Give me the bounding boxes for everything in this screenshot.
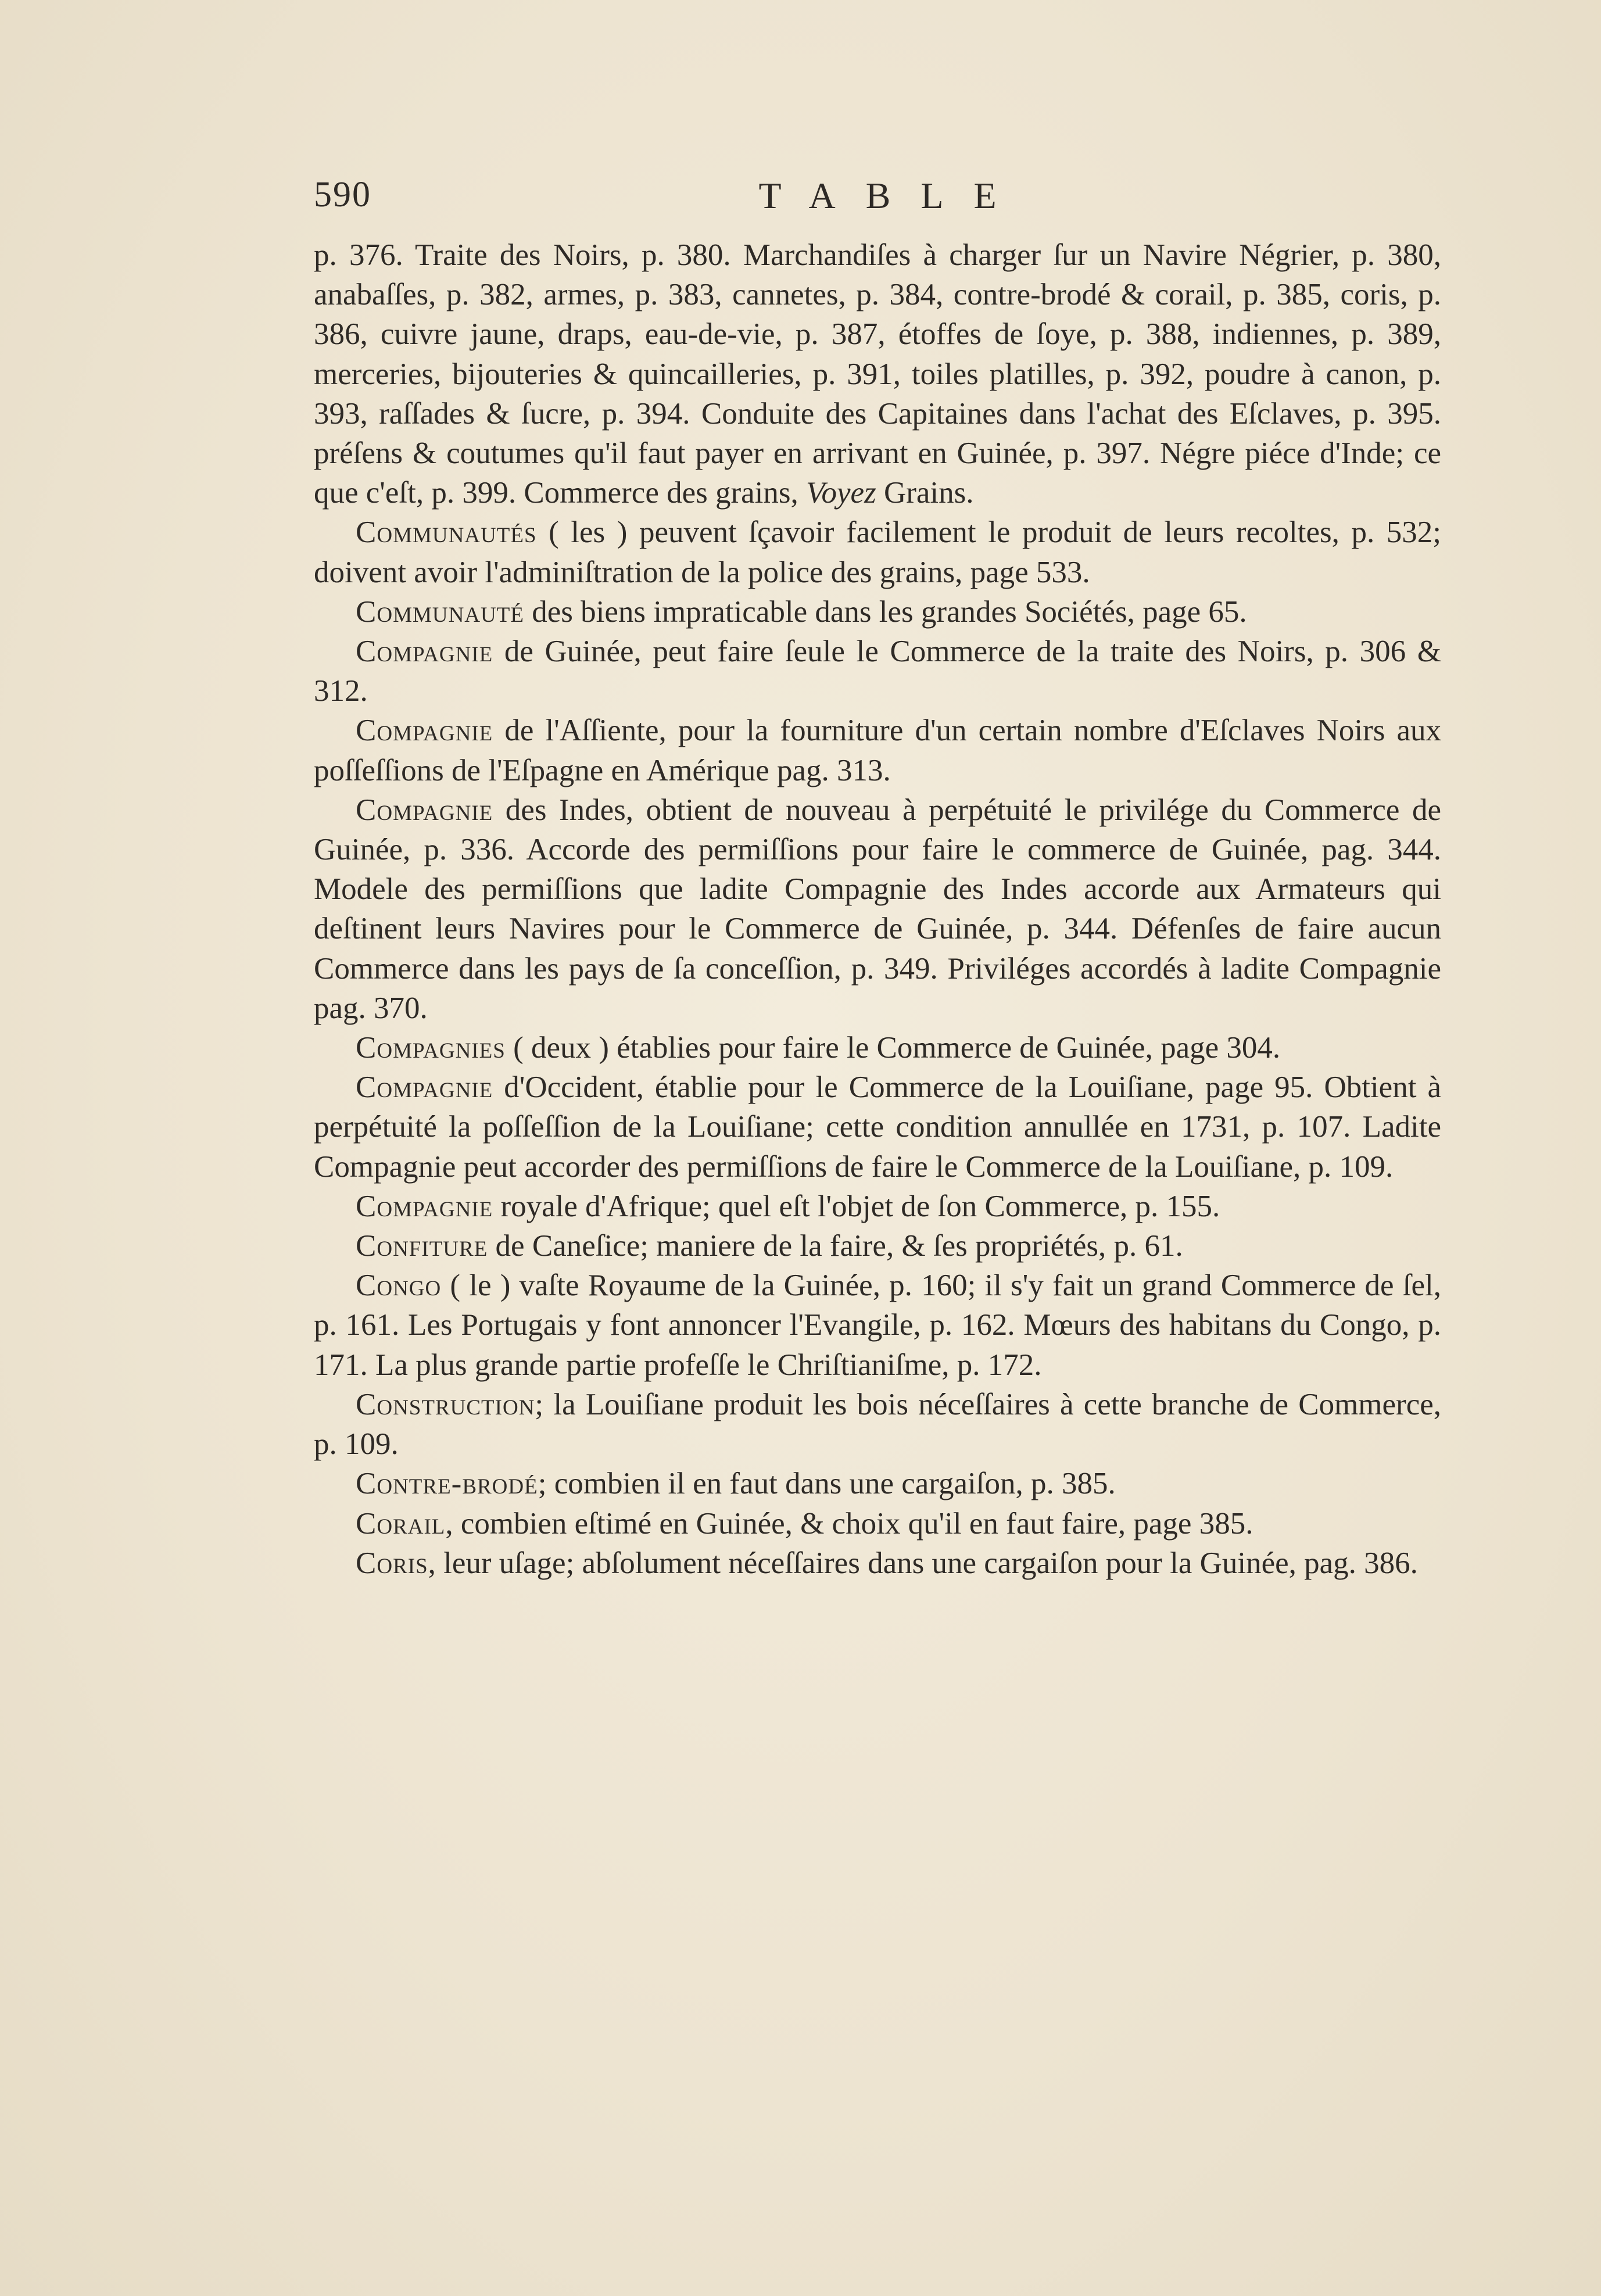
entry-term: Compagnie xyxy=(356,793,493,827)
entry-term: Corail xyxy=(356,1506,446,1541)
entry-term: Communautés xyxy=(356,515,537,550)
entry-text: d'Occident, établie pour le Commerce de la Louiſiane, page 95. Obtient à perpétuité la poſſeſſion de la Louiſiane; cette condition annullée en 1731, p. 107. Ladite Compagnie peut accorder des permiſſions de faire le Commerce de la Louiſiane, p. 109. xyxy=(314,1070,1441,1184)
entry-term: Compagnie xyxy=(356,714,493,748)
entry-text: de Guinée, peut faire ſeule le Commerce de la traite des Noirs, p. 306 & 312. xyxy=(314,635,1441,708)
entry-term: Communauté xyxy=(356,594,524,629)
index-entry xyxy=(314,1187,1441,1226)
index-entries xyxy=(314,235,1441,1583)
entry-term: Contre-brodé xyxy=(356,1467,538,1501)
entry-term: Compagnie xyxy=(356,635,493,669)
index-entry xyxy=(314,1068,1441,1187)
index-entry xyxy=(314,1266,1441,1385)
index-entry xyxy=(314,1543,1441,1583)
index-entry xyxy=(314,790,1441,1028)
entry-term: Coris xyxy=(356,1546,428,1580)
entry-term: Compagnie xyxy=(356,1189,493,1223)
index-entry xyxy=(314,1464,1441,1503)
entry-term: Compagnie xyxy=(356,1070,493,1105)
entry-term: Compagnies xyxy=(356,1031,506,1065)
entry-text: , combien eſtimé en Guinée, & choix qu'il en faut faire, page 385. xyxy=(445,1506,1253,1541)
index-entry xyxy=(314,592,1441,632)
entry-text: de Caneſice; maniere de la faire, & ſes propriétés, p. 61. xyxy=(488,1229,1183,1263)
entry-text: ( le ) vaſte Royaume de la Guinée, p. 160; il s'y fait un grand Commerce de ſel, p. 161. Les Portugais y font annoncer l'Evangile, p. 162. Mœurs des habitans du Congo, p. 171. La plus grande partie profeſſe le Chriſtianiſme, p. 172. xyxy=(314,1269,1441,1382)
entry-text: ( deux ) établies pour faire le Commerce de Guinée, page 304. xyxy=(505,1031,1281,1065)
entry-term: Construction xyxy=(356,1387,535,1421)
entry-text: ( les ) peuvent ſçavoir facilement le produit de leurs recoltes, p. 532; doivent avoir l'adminiſtration de la police des grains, page 533. xyxy=(314,515,1441,589)
entry-term: Congo xyxy=(356,1269,442,1303)
index-entry xyxy=(314,1504,1441,1543)
index-entry xyxy=(314,711,1441,790)
entry-italic-reference: Voyez xyxy=(806,476,876,510)
entry-text: des biens impraticable dans les grandes Sociétés, page 65. xyxy=(524,594,1247,629)
index-entry xyxy=(314,1226,1441,1266)
running-title: TABLE xyxy=(758,175,1027,216)
entry-text: ; combien il en faut dans une cargaiſon, p. 385. xyxy=(538,1467,1116,1501)
page-number: 590 xyxy=(314,175,371,214)
index-entry xyxy=(314,632,1441,711)
index-entry xyxy=(314,1028,1441,1068)
index-entry xyxy=(314,513,1441,592)
entry-text: royale d'Afrique; quel eſt l'objet de ſon Commerce, p. 155. xyxy=(493,1189,1220,1223)
page-header xyxy=(314,174,1441,221)
entry-text: , leur uſage; abſolument néceſſaires dans une cargaiſon pour la Guinée, pag. 386. xyxy=(428,1546,1418,1580)
entry-term: Confiture xyxy=(356,1229,488,1263)
entry-text: ; la Louiſiane produit les bois néceſſaires à cette branche de Commerce, p. 109. xyxy=(314,1387,1441,1462)
entry-text: de l'Aſſiente, pour la fourniture d'un certain nombre d'Eſclaves Noirs aux poſſeſſions de l'Eſpagne en Amérique pag. 313. xyxy=(314,714,1441,787)
entry-text-after: Grains. xyxy=(876,476,974,510)
index-entry-continuation xyxy=(314,235,1441,513)
entry-text: des Indes, obtient de nouveau à perpétuité le privilége du Commerce de Guinée, p. 336. Accorde des permiſſions pour faire le commerce de Guinée, pag. 344. Modele des permiſſions que ladite Compagnie des Indes accorde aux Armateurs qui deſtinent leurs Navires pour le Commerce de Guinée, p. 344. Défenſes de faire aucun Commerce dans les pays de ſa conceſſion, p. 349. Priviléges accordés à ladite Compagnie pag. 370. xyxy=(314,793,1441,1025)
index-entry xyxy=(314,1385,1441,1464)
entry-text: p. 376. Traite des Noirs, p. 380. Marchandiſes à charger ſur un Navire Négrier, p. 380, anabaſſes, p. 382, armes, p. 383, cannetes, p. 384, contre-brodé & corail, p. 385, coris, p. 386, cuivre jaune, draps, eau-de-vie, p. 387, étoffes de ſoye, p. 388, indiennes, p. 389, merceries, bijouteries & quincailleries, p. 391, toiles platilles, p. 392, poudre à canon, p. 393, raſſades & ſucre, p. 394. Conduite des Capitaines dans l'achat des Eſclaves, p. 395. préſens & coutumes qu'il faut payer en arrivant en Guinée, p. 397. Négre piéce d'Inde; ce que c'eſt, p. 399. Commerce des grains, xyxy=(314,238,1441,510)
